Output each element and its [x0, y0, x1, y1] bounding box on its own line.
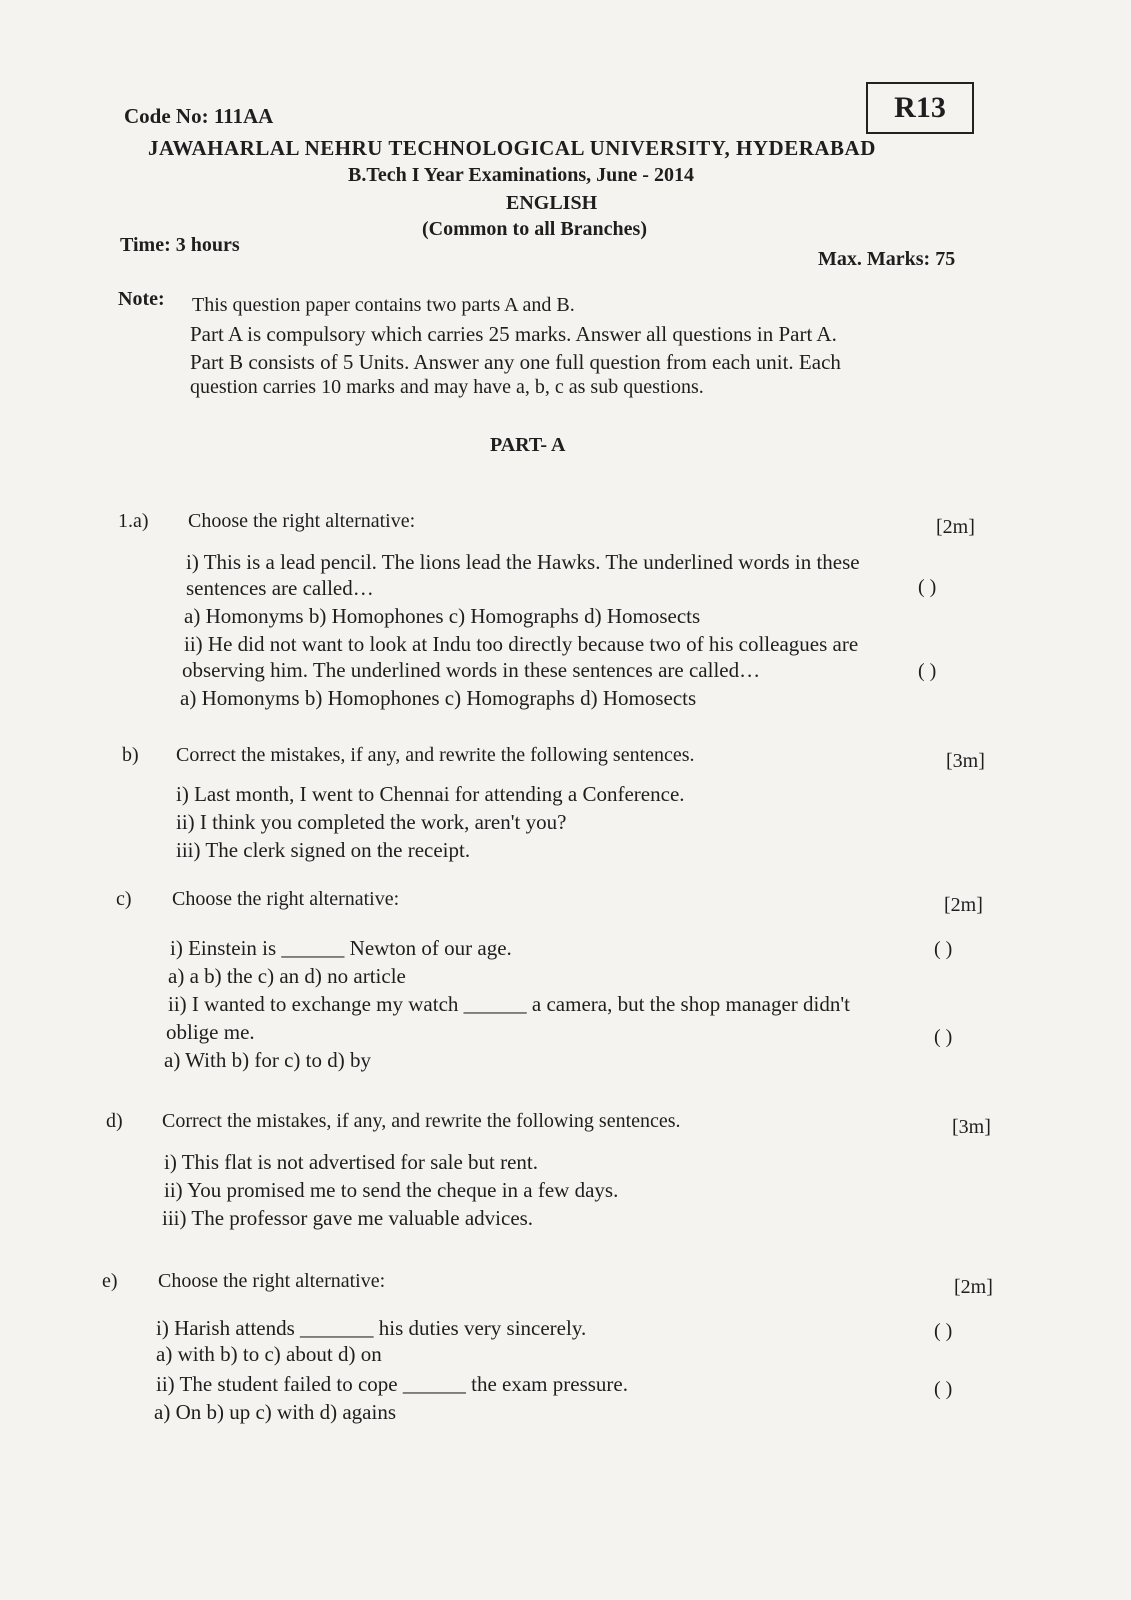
question-number: 1.a)	[118, 510, 149, 532]
answer-blank: ( )	[918, 660, 937, 682]
question-instruction: Choose the right alternative:	[158, 1270, 386, 1292]
note-line: Part B consists of 5 Units. Answer any one full question from each unit. Each	[190, 350, 841, 374]
time-allowed: Time: 3 hours	[120, 234, 240, 256]
answer-blank: ( )	[934, 1378, 953, 1400]
question-line: i) This flat is not advertised for sale but rent.	[164, 1150, 539, 1174]
question-instruction: Choose the right alternative:	[172, 888, 400, 910]
exam-title: B.Tech I Year Examinations, June - 2014	[348, 164, 694, 186]
question-marks: [2m]	[936, 516, 975, 538]
question-instruction: Correct the mistakes, if any, and rewrite the following sentences.	[162, 1110, 681, 1132]
question-line: i) This is a lead pencil. The lions lead the Hawks. The underlined words in these	[186, 550, 860, 574]
regulation-box: R13	[866, 82, 974, 134]
question-line: iii) The clerk signed on the receipt.	[176, 838, 471, 862]
question-instruction: Choose the right alternative:	[188, 510, 416, 532]
question-line: a) Homonyms b) Homophones c) Homographs d) Homosects	[184, 604, 701, 628]
part-title: PART- A	[490, 434, 566, 456]
question-marks: [3m]	[946, 750, 985, 772]
answer-blank: ( )	[934, 1320, 953, 1342]
note-line: question carries 10 marks and may have a, b, c as sub questions.	[190, 376, 704, 398]
note-label: Note:	[118, 288, 165, 310]
subject-title: ENGLISH	[506, 192, 598, 214]
question-line: ii) You promised me to send the cheque in a few days.	[164, 1178, 619, 1202]
question-marks: [3m]	[952, 1116, 991, 1138]
max-marks: Max. Marks: 75	[818, 248, 956, 270]
question-line: ii) He did not want to look at Indu too directly because two of his colleagues are	[184, 632, 859, 656]
question-line: i) Last month, I went to Chennai for attending a Conference.	[176, 782, 685, 806]
question-line: i) Harish attends _______ his duties very sincerely.	[156, 1316, 587, 1340]
code-number: Code No: 111AA	[124, 104, 274, 128]
note-line: This question paper contains two parts A and B.	[192, 294, 575, 316]
question-line: ii) I wanted to exchange my watch ______ a camera, but the shop manager didn't	[168, 992, 850, 1016]
question-number: b)	[122, 744, 139, 766]
question-line: a) On b) up c) with d) agains	[154, 1400, 397, 1424]
question-line: sentences are called…	[186, 576, 374, 600]
question-line: ii) I think you completed the work, aren't you?	[176, 810, 567, 834]
question-line: ii) The student failed to cope ______ the exam pressure.	[156, 1372, 628, 1396]
question-line: a) with b) to c) about d) on	[156, 1342, 382, 1366]
answer-blank: ( )	[934, 1026, 953, 1048]
question-line: i) Einstein is ______ Newton of our age.	[170, 936, 512, 960]
question-line: oblige me.	[166, 1020, 255, 1044]
question-number: c)	[116, 888, 132, 910]
answer-blank: ( )	[934, 938, 953, 960]
branches: (Common to all Branches)	[422, 218, 647, 240]
question-marks: [2m]	[944, 894, 983, 916]
question-number: e)	[102, 1270, 118, 1292]
answer-blank: ( )	[918, 576, 937, 598]
question-instruction: Correct the mistakes, if any, and rewrite the following sentences.	[176, 744, 695, 766]
question-line: a) a b) the c) an d) no article	[168, 964, 406, 988]
note-line: Part A is compulsory which carries 25 marks. Answer all questions in Part A.	[190, 322, 837, 346]
question-line: a) Homonyms b) Homophones c) Homographs d) Homosects	[180, 686, 697, 710]
question-number: d)	[106, 1110, 123, 1132]
question-marks: [2m]	[954, 1276, 993, 1298]
question-line: iii) The professor gave me valuable advices.	[162, 1206, 534, 1230]
question-line: observing him. The underlined words in these sentences are called…	[182, 658, 761, 682]
question-line: a) With b) for c) to d) by	[164, 1048, 371, 1072]
university-name: JAWAHARLAL NEHRU TECHNOLOGICAL UNIVERSITY, HYDERABAD	[148, 136, 876, 160]
